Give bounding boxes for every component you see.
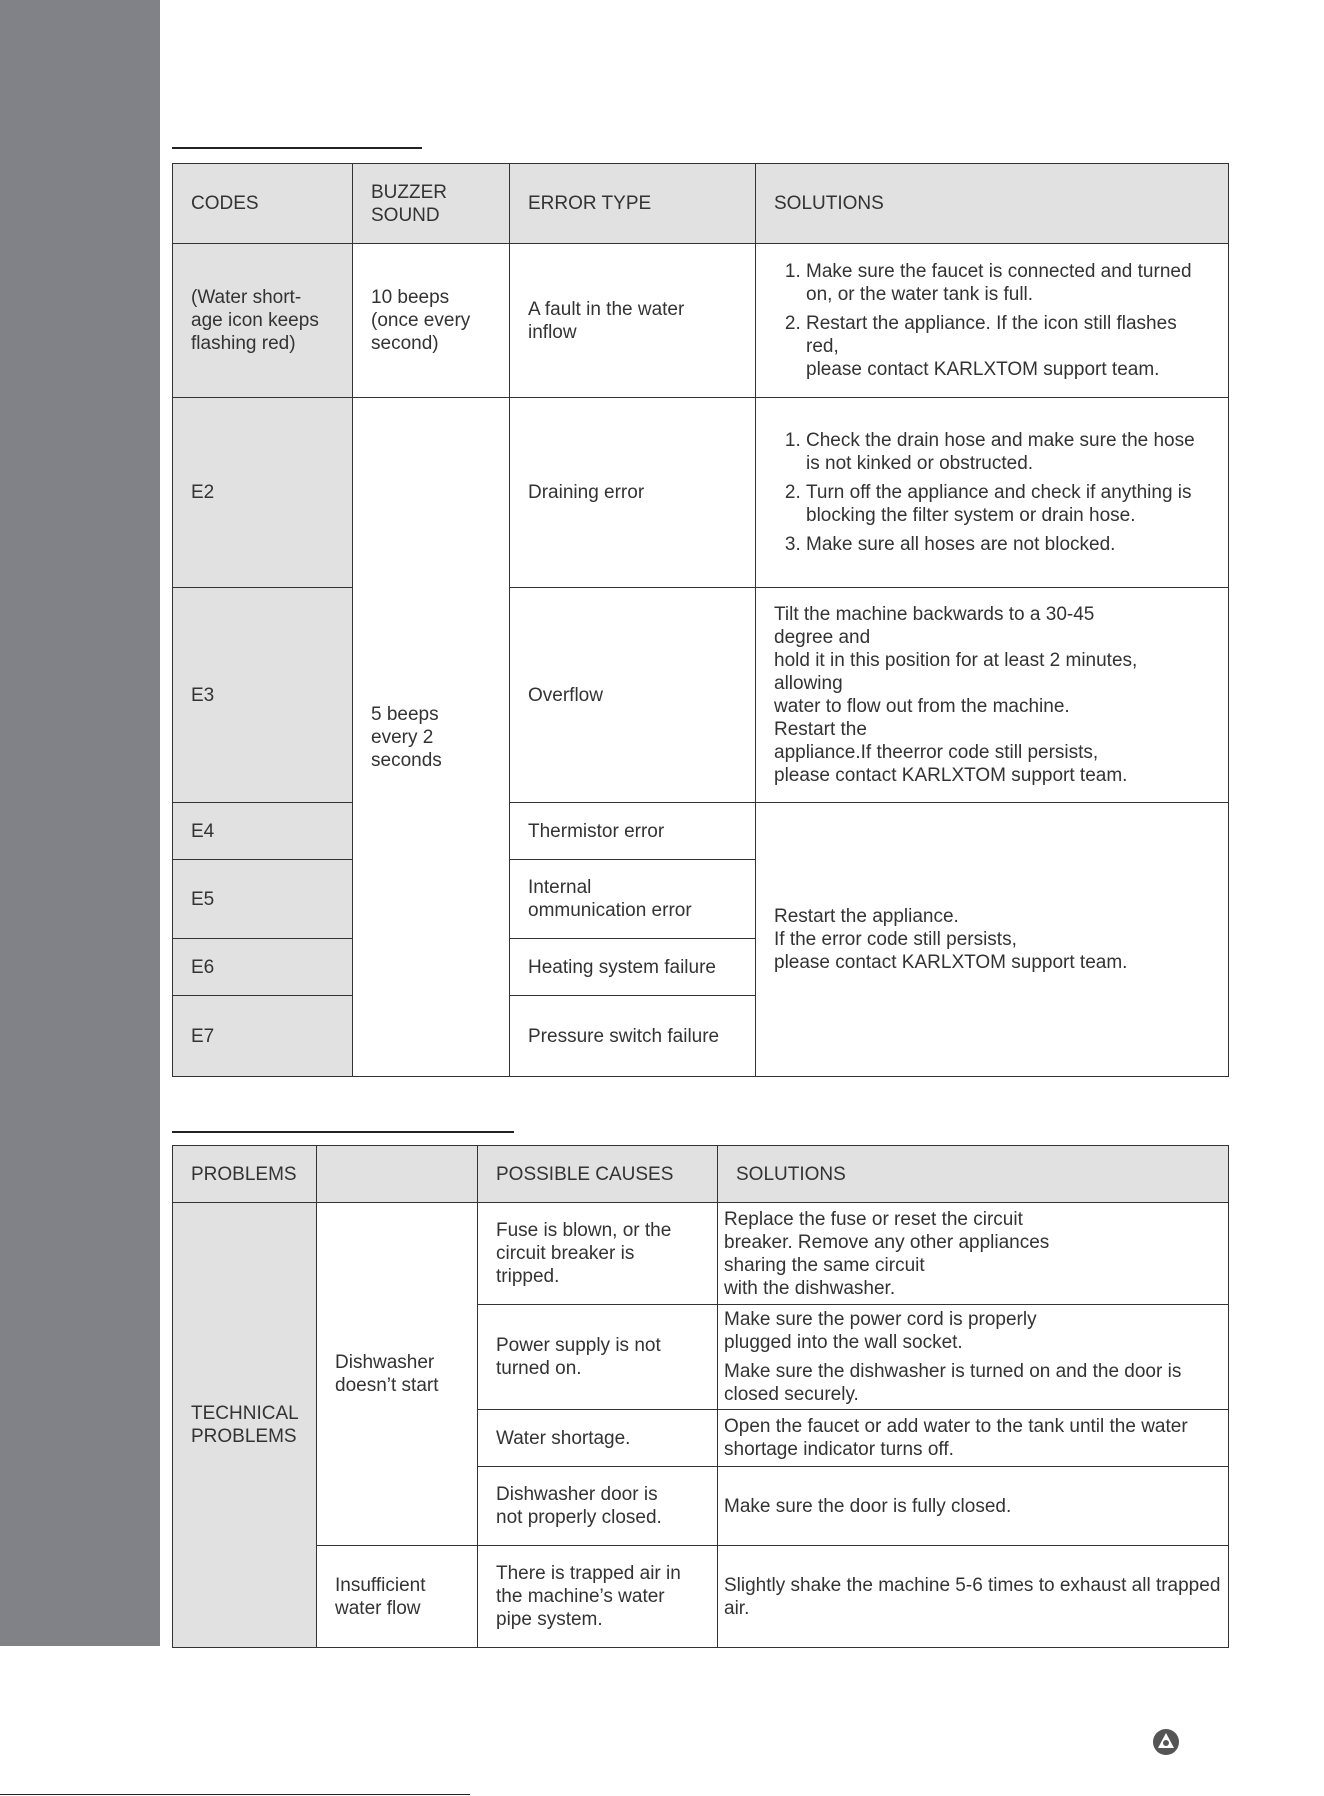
solution-door-not-closed: Make sure the door is fully closed.	[718, 1467, 1229, 1546]
solution-draining	[756, 398, 1229, 588]
code-e4: E4	[173, 803, 353, 860]
list-item: 2. Turn off the appliance and check if anything is blocking the filter system or drain hose.	[806, 481, 1210, 527]
solution-door-closed: Make sure the dishwasher is turned on and the door is closed securely.	[724, 1361, 1182, 1405]
error-type-overflow: Overflow	[510, 588, 756, 803]
cause-power-supply: Power supply is not turned on.	[478, 1305, 718, 1410]
error-type-heating: Heating system failure	[510, 939, 756, 996]
list-item: 2. Restart the appliance. If the icon still flashes red, please contact KARLXTOM support team.	[806, 312, 1210, 381]
header-problems: PROBLEMS	[173, 1146, 317, 1203]
error-type-pressure-switch: Pressure switch failure	[510, 996, 756, 1077]
header-codes: CODES	[173, 164, 353, 244]
cause-water-shortage: Water shortage.	[478, 1410, 718, 1467]
list-item: 3. Make sure all hoses are not blocked.	[806, 533, 1210, 556]
list-item: 1. Check the drain hose and make sure the hose is not kinked or obstructed.	[806, 429, 1210, 475]
code-e3: E3	[173, 588, 353, 803]
code-e5: E5	[173, 860, 353, 939]
header-solutions: SOLUTIONS	[718, 1146, 1229, 1203]
problem-insufficient-water-flow: Insufficient water flow	[317, 1546, 478, 1648]
error-type-draining: Draining error	[510, 398, 756, 588]
error-codes-table	[172, 163, 1229, 1077]
buzzer-5-beeps: 5 beeps every 2 seconds	[353, 398, 510, 1077]
cause-trapped-air: There is trapped air in the machine’s water pipe system.	[478, 1546, 718, 1648]
cause-door-not-closed: Dishwasher door is not properly closed.	[478, 1467, 718, 1546]
solution-water-inflow	[756, 244, 1229, 398]
solution-power-cord: Make sure the power cord is properly plugged into the wall socket.	[724, 1309, 1037, 1353]
solution-overflow: Tilt the machine backwards to a 30-45 degree and hold it in this position for at least 2 minutes, allowing water to flow out from the machine. Restart the appliance.If theerror code still persists, please contact KARLXTOM support team.	[756, 588, 1229, 803]
header-blank	[317, 1146, 478, 1203]
list-item: 1. Make sure the faucet is connected and turned on, or the water tank is full.	[806, 260, 1210, 306]
code-e2: E2	[173, 398, 353, 588]
brand-logo-icon	[1152, 1728, 1180, 1756]
solution-trapped-air: Slightly shake the machine 5-6 times to exhaust all trapped air.	[718, 1546, 1229, 1648]
header-possible-causes: POSSIBLE CAUSES	[478, 1146, 718, 1203]
error-type-water-inflow: A fault in the water inflow	[510, 244, 756, 398]
side-bar	[0, 0, 160, 1646]
header-error-type: ERROR TYPE	[510, 164, 756, 244]
buzzer-10-beeps: 10 beeps (once every second)	[353, 244, 510, 398]
section-divider-top	[172, 147, 422, 149]
problem-dishwasher-doesnt-start: Dishwasher doesn’t start	[317, 1203, 478, 1546]
code-e7: E7	[173, 996, 353, 1077]
solution-restart: Restart the appliance. If the error code still persists, please contact KARLXTOM support team.	[756, 803, 1229, 1077]
header-solutions: SOLUTIONS	[756, 164, 1229, 244]
error-type-communication: Internal ommunication error	[510, 860, 756, 939]
solution-power-supply	[718, 1305, 1229, 1410]
error-type-thermistor: Thermistor error	[510, 803, 756, 860]
code-water-shortage: (Water short- age icon keeps flashing red)	[173, 244, 353, 398]
solution-water-shortage: Open the faucet or add water to the tank until the water shortage indicator turns off.	[718, 1410, 1229, 1467]
header-buzzer-sound: BUZZER SOUND	[353, 164, 510, 244]
code-e6: E6	[173, 939, 353, 996]
cause-fuse: Fuse is blown, or the circuit breaker is tripped.	[478, 1203, 718, 1305]
problems-table	[172, 1145, 1229, 1648]
category-technical-problems: TECHNICAL PROBLEMS	[173, 1203, 317, 1648]
section-divider-middle	[172, 1131, 514, 1133]
solution-fuse: Replace the fuse or reset the circuit breaker. Remove any other appliances sharing the same circuit with the dishwasher.	[718, 1203, 1229, 1305]
footer-rule	[0, 1794, 470, 1795]
